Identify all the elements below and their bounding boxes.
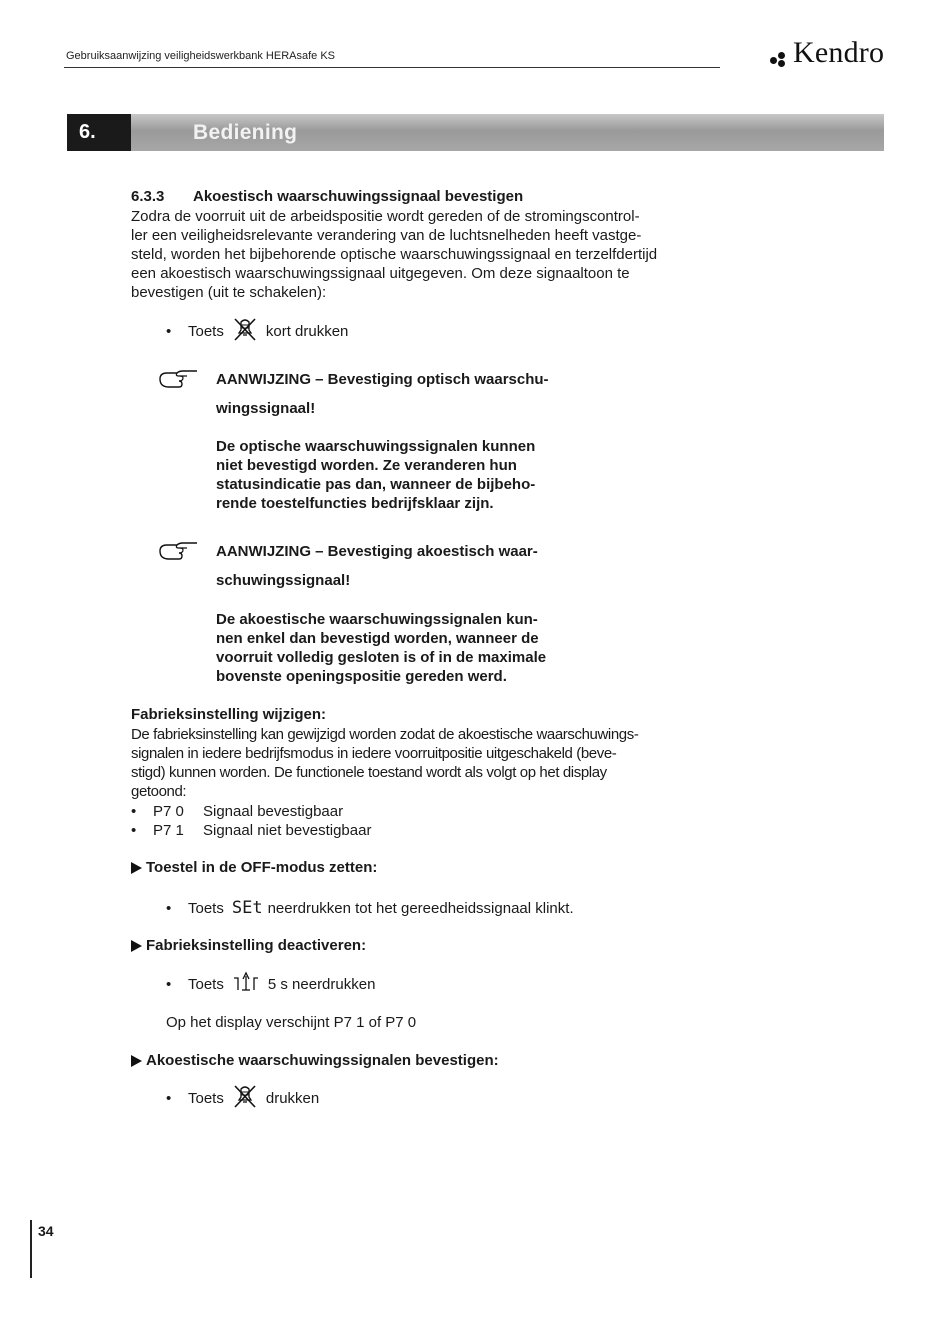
brand-wordmark: Kendro [793,36,885,69]
result-text: Op het display verschijnt P7 1 of P7 0 [166,1014,417,1031]
text-line: De fabrieksinstelling kan gewijzigd worden zodat de akoestische waarschuwings- [131,726,639,743]
text-line: schuwingssignaal! [216,572,351,589]
text-line: bovenste openingspositie gereden werd. [216,668,507,685]
chapter-number: 6. [67,114,131,151]
text-line: ler een veiligheidsrelevante verandering van de luchtsnelheden heeft vastge- [131,227,642,244]
document-title: Gebruiksaanwijzing veiligheidswerkbank HERAsafe KS [66,50,336,62]
intro-paragraph [131,207,657,302]
text-line: steld, worden het bijbehorende optische waarschuwingssignaal en terzelfdertijd [131,246,658,263]
page-number-rule [30,1220,32,1278]
step-heading-text: Fabrieksinstelling deactiveren: [146,937,367,954]
text-line: statusindicatie pas dan, wanneer de bijbeho- [216,476,536,493]
fan-key-icon [232,970,260,998]
pointing-hand-icon [157,367,199,396]
text-line: wingssignaal! [216,400,316,417]
instruction-pre: Toets [188,322,224,340]
bullet: • [166,899,172,917]
display-code: P7 1 [153,822,184,839]
instruction-pre: Toets [188,1089,224,1107]
header-rule [64,67,720,68]
text-line: Zodra de voorruit uit de arbeidspositie wordt gereden of de stromingscontrol- [131,208,640,225]
chapter-title: Bediening [193,121,298,144]
text-line: getoond: [131,783,187,800]
note-heading [216,365,549,423]
step-heading-text: Toestel in de OFF-modus zetten: [146,859,378,876]
factory-heading: Fabrieksinstelling wijzigen: [131,706,327,723]
alarm-mute-icon [232,316,258,346]
pointing-hand-icon [157,539,199,568]
text-line: AANWIJZING – Bevestiging akoestisch waar- [216,543,538,560]
note-body [216,610,546,686]
step-heading [131,1052,499,1069]
code-description: Signaal niet bevestigbaar [203,822,372,839]
bullet: • [131,822,137,839]
instruction-pre: Toets [188,975,224,993]
instruction-pre: Toets [188,899,224,917]
brand-logo [768,38,884,68]
arrow-right-icon [131,1055,142,1067]
bullet: • [166,322,172,340]
text-line: signalen in iedere bedrijfsmodus in iedere voorruitpositie uitgeschakeld (beve- [131,745,617,762]
step-heading-text: Akoestische waarschuwingssignalen bevestigen: [146,1052,499,1069]
list-item [131,821,371,840]
instruction-item [166,895,574,921]
section-title: Akoestisch waarschuwingssignaal bevestigen [193,188,524,205]
text-line: AANWIJZING – Bevestiging optisch waarschu- [216,371,549,388]
logo-dots-icon [768,42,792,68]
text-line: bevestigen (uit te schakelen): [131,284,327,301]
code-list [131,802,371,840]
step-heading [131,859,377,876]
instruction-item [166,971,375,997]
text-line: voorruit volledig gesloten is of in de maximale [216,649,547,666]
instruction-post: neerdrukken tot het gereedheidssignaal klinkt. [267,899,574,917]
arrow-right-icon [131,940,142,952]
bullet: • [166,1089,172,1107]
instruction-post: drukken [265,1089,320,1107]
text-line: een akoestisch waarschuwingssignaal uitgegeven. Om deze signaaltoon te [131,265,630,282]
display-code: P7 0 [153,803,184,820]
bullet: • [166,975,172,993]
text-line: stigd) kunnen worden. De functionele toestand wordt als volgt op het display [131,764,607,781]
instruction-post: kort drukken [265,322,349,340]
alarm-mute-icon [232,1083,258,1113]
code-description: Signaal bevestigbaar [203,803,344,820]
text-line: niet bevestigd worden. Ze veranderen hun [216,457,517,474]
instruction-post: 5 s neerdrukken [267,975,376,993]
text-line: nen enkel dan bevestigd worden, wanneer de [216,630,539,647]
text-line: De akoestische waarschuwingssignalen kun- [216,611,538,628]
bullet: • [131,803,137,820]
set-key-label: SEt [231,898,263,918]
text-line: De optische waarschuwingssignalen kunnen [216,438,536,455]
page-number: 34 [38,1223,54,1239]
note-body [216,437,535,513]
note-heading [216,537,538,595]
text-line: rende toestelfuncties bedrijfsklaar zijn. [216,495,494,512]
list-item [131,802,371,821]
step-heading [131,937,366,954]
arrow-right-icon [131,862,142,874]
factory-paragraph [131,725,638,801]
section-number: 6.3.3 [131,188,165,205]
instruction-item [166,318,348,344]
instruction-item [166,1085,319,1111]
